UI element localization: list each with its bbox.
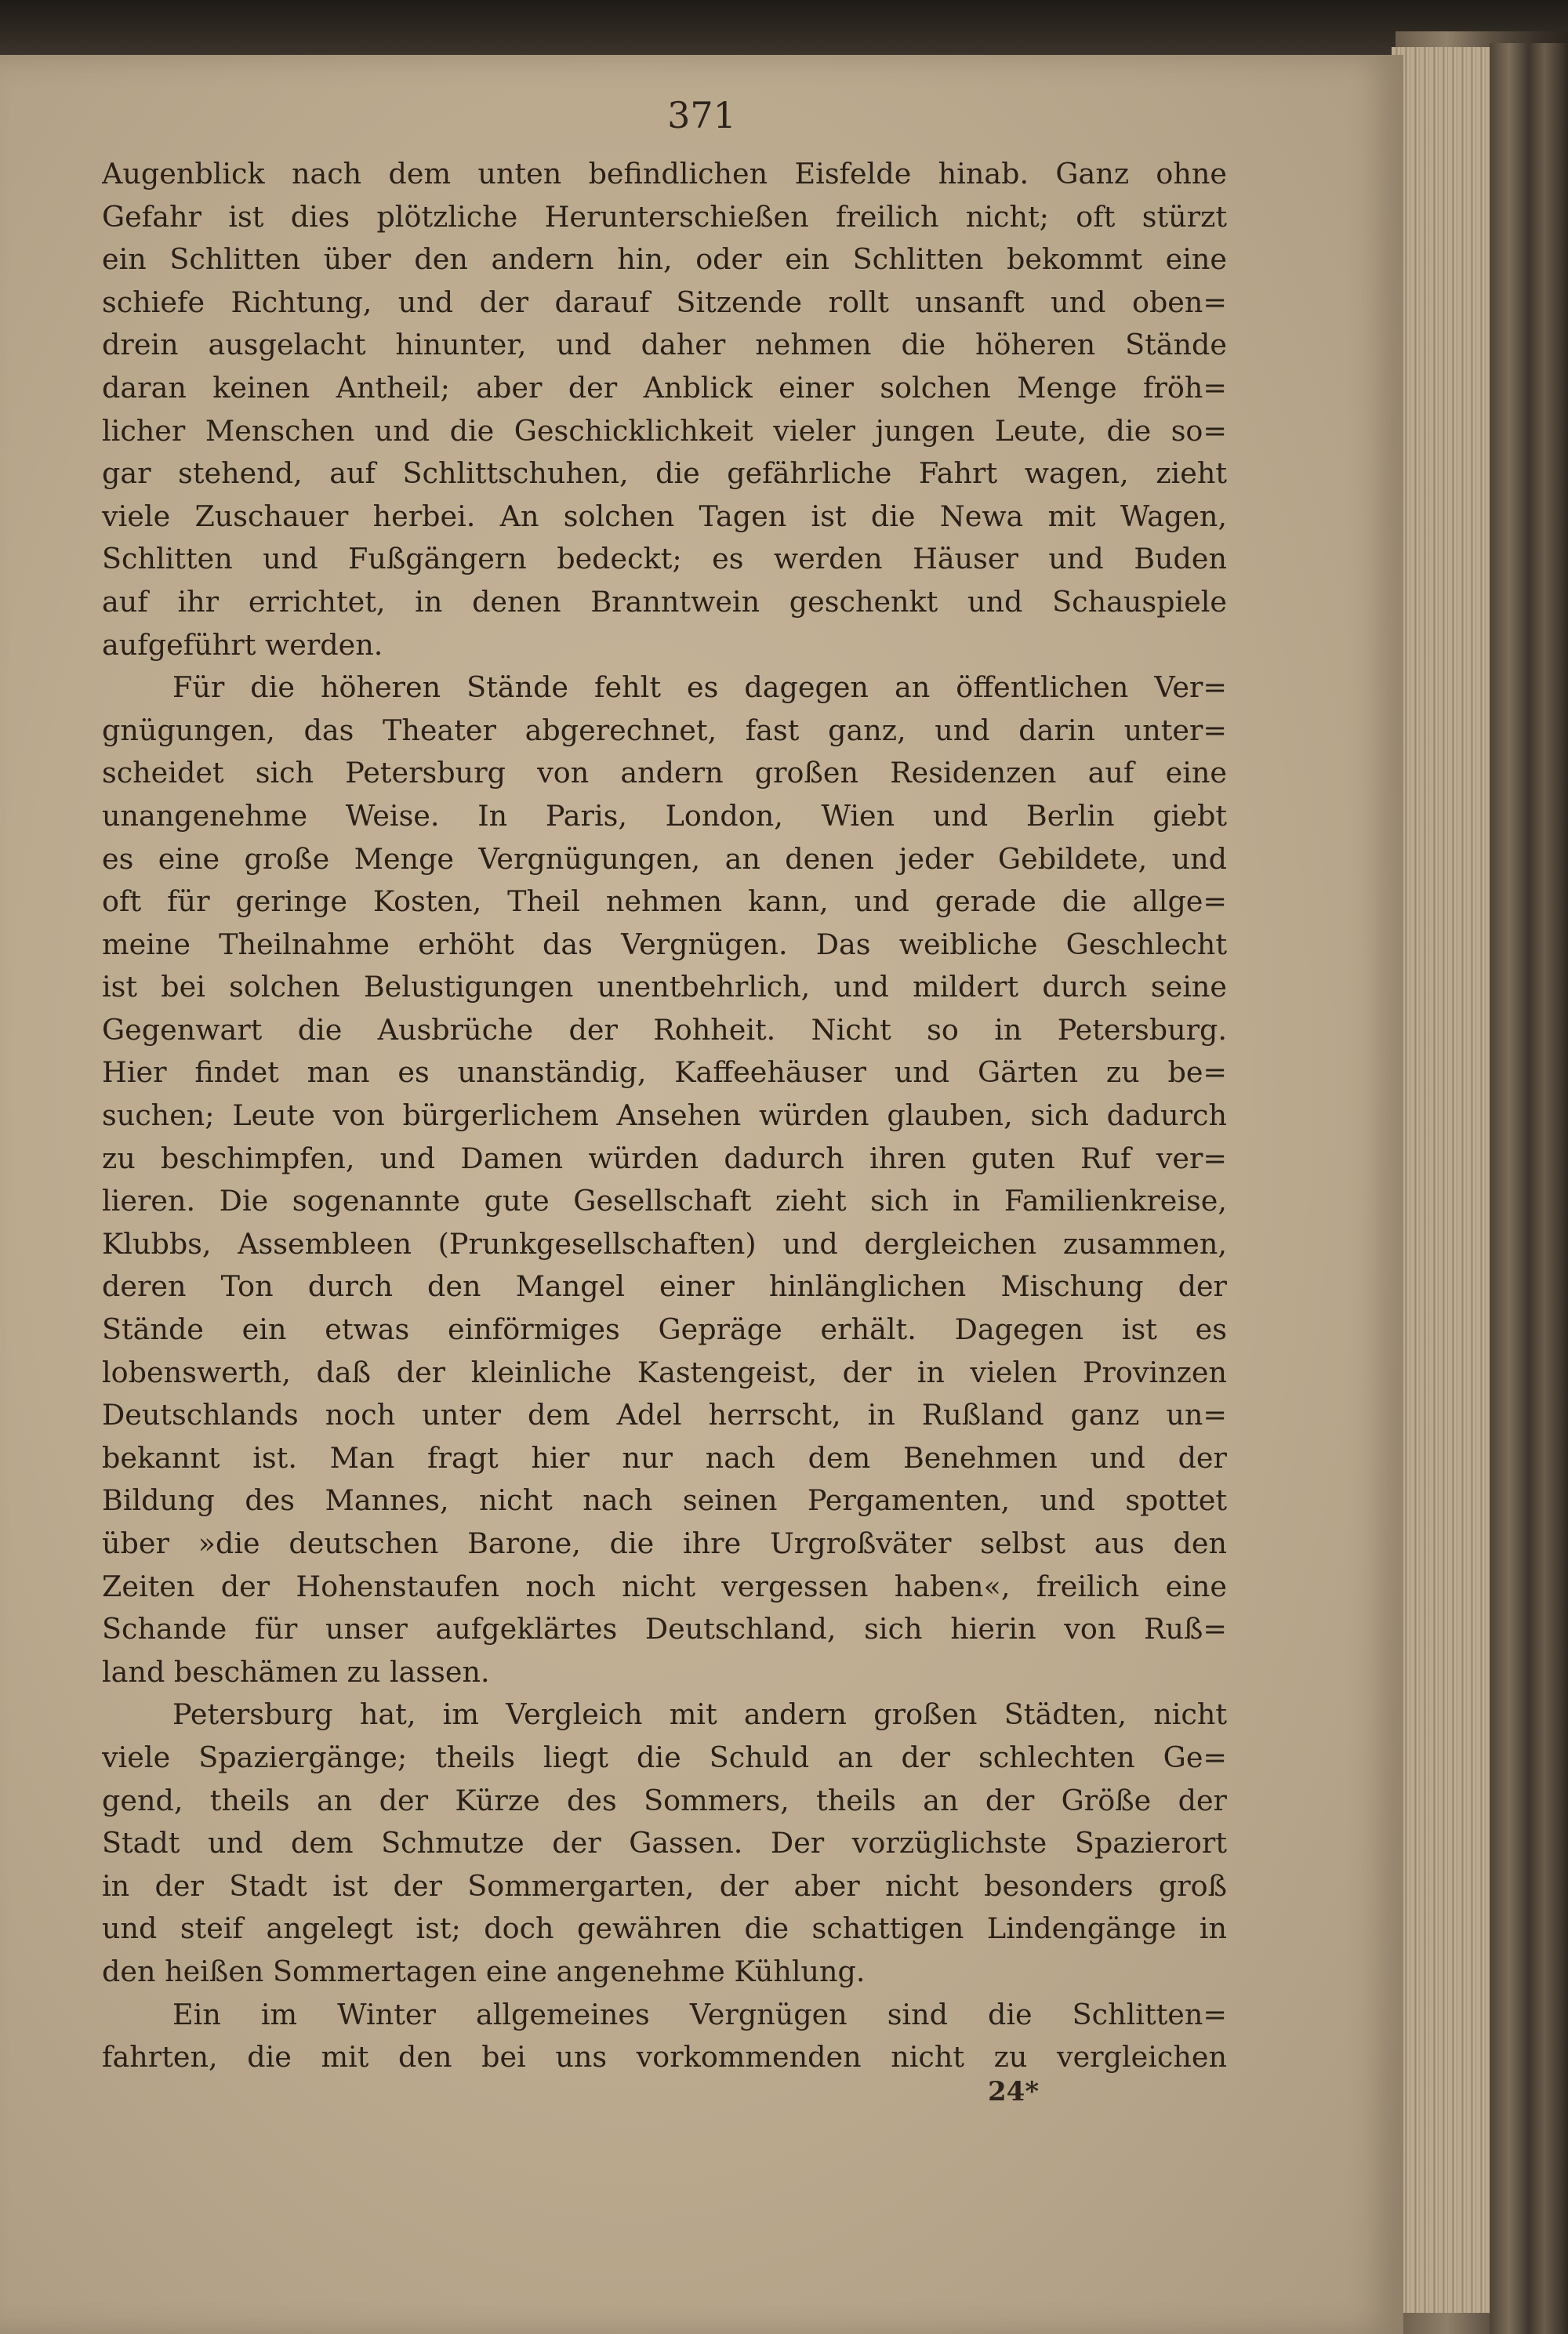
text-line: Zeiten der Hohenstaufen noch nicht vergessen haben«, freilich eine [102, 1569, 1227, 1603]
text-line: zu beschimpfen, und Damen würden dadurch ihren guten Ruf ver= [102, 1141, 1227, 1175]
text-line: Gegenwart die Ausbrüche der Rohheit. Nicht so in Petersburg. [102, 1012, 1227, 1047]
text-line: drein ausgelacht hinunter, und daher nehmen die höheren Stände [102, 328, 1227, 362]
text-line: land beschämen zu lassen. [102, 1654, 490, 1689]
text-line: Schande für unser aufgeklärtes Deutschland, sich hierin von Ruß= [102, 1612, 1227, 1646]
page-number: 371 [667, 94, 736, 136]
text-line: Stadt und dem Schmutze der Gassen. Der vorzüglichste Spazierort [102, 1826, 1227, 1860]
text-line: Bildung des Mannes, nicht nach seinen Pergamenten, und spottet [102, 1483, 1227, 1518]
text-line: gar stehend, auf Schlittschuhen, die gefährliche Fahrt wagen, zieht [102, 456, 1227, 491]
text-line: aufgeführt werden. [102, 627, 383, 662]
text-line: viele Zuschauer herbei. An solchen Tagen ist die Newa mit Wagen, [102, 499, 1227, 533]
text-line: Deutschlands noch unter dem Adel herrscht, in Rußland ganz un= [102, 1398, 1227, 1432]
text-line: Für die höheren Stände fehlt es dagegen an öffentlichen Ver= [172, 670, 1227, 705]
text-line: in der Stadt ist der Sommergarten, der aber nicht besonders groß [102, 1868, 1227, 1903]
text-line: gend, theils an der Kürze des Sommers, theils an der Größe der [102, 1783, 1227, 1817]
text-line: ist bei solchen Belustigungen unentbehrlich, und mildert durch seine [102, 970, 1227, 1004]
text-line: lobenswerth, daß der kleinliche Kastengeist, der in vielen Provinzen [102, 1355, 1227, 1389]
text-line: daran keinen Antheil; aber der Anblick einer solchen Menge fröh= [102, 370, 1227, 405]
text-line: deren Ton durch den Mangel einer hinlänglichen Mischung der [102, 1269, 1227, 1304]
text-line: Augenblick nach dem unten befindlichen Eisfelde hinab. Ganz ohne [102, 157, 1227, 191]
text-line: scheidet sich Petersburg von andern großen Residenzen auf eine [102, 756, 1227, 790]
text-line: oft für geringe Kosten, Theil nehmen kann, und gerade die allge= [102, 884, 1227, 919]
text-line: auf ihr errichtet, in denen Branntwein geschenkt und Schauspiele [102, 584, 1227, 619]
text-line: Petersburg hat, im Vergleich mit andern großen Städten, nicht [172, 1697, 1227, 1732]
text-line: den heißen Sommertagen eine angenehme Kühlung. [102, 1954, 866, 1988]
text-line: Schlitten und Fußgängern bedeckt; es werden Häuser und Buden [102, 542, 1227, 576]
text-line: Ein im Winter allgemeines Vergnügen sind die Schlitten= [172, 1997, 1227, 2031]
text-line: Hier findet man es unanständig, Kaffeehäuser und Gärten zu be= [102, 1055, 1227, 1090]
text-line: suchen; Leute von bürgerlichem Ansehen würden glauben, sich dadurch [102, 1098, 1227, 1133]
top-shadow [0, 0, 1568, 55]
text-line: Gefahr ist dies plötzliche Herunterschießen freilich nicht; oft stürzt [102, 199, 1227, 234]
text-line: viele Spaziergänge; theils liegt die Schuld an der schlechten Ge= [102, 1740, 1227, 1774]
text-line: licher Menschen und die Geschicklichkeit vieler jungen Leute, die so= [102, 413, 1227, 448]
text-line: und steif angelegt ist; doch gewähren die schattigen Lindengänge in [102, 1911, 1227, 1946]
text-line: über »die deutschen Barone, die ihre Urgroßväter selbst aus den [102, 1526, 1227, 1560]
text-line: fahrten, die mit den bei uns vorkommenden nicht zu vergleichen [102, 2040, 1227, 2074]
page-text [102, 153, 1227, 2079]
text-line: bekannt ist. Man fragt hier nur nach dem Benehmen und der [102, 1440, 1227, 1475]
text-line: Klubbs, Assembleen (Prunkgesellschaften) und dergleichen zusammen, [102, 1226, 1227, 1261]
text-line: es eine große Menge Vergnügungen, an denen jeder Gebildete, und [102, 841, 1227, 876]
text-line: schiefe Richtung, und der darauf Sitzende rollt unsanft und oben= [102, 285, 1227, 319]
book-cover-edge [1490, 43, 1568, 2334]
page-stack-edges [1392, 47, 1494, 2313]
text-line: gnügungen, das Theater abgerechnet, fast ganz, und darin unter= [102, 713, 1227, 747]
signature-mark: 24* [988, 2076, 1040, 2107]
text-line: lieren. Die sogenannte gute Gesellschaft zieht sich in Familienkreise, [102, 1184, 1227, 1218]
text-line: unangenehme Weise. In Paris, London, Wien und Berlin giebt [102, 798, 1227, 833]
text-line: ein Schlitten über den andern hin, oder ein Schlitten bekommt eine [102, 242, 1227, 277]
text-line: meine Theilnahme erhöht das Vergnügen. Das weibliche Geschlecht [102, 927, 1227, 961]
text-line: Stände ein etwas einförmiges Gepräge erhält. Dagegen ist es [102, 1312, 1227, 1347]
